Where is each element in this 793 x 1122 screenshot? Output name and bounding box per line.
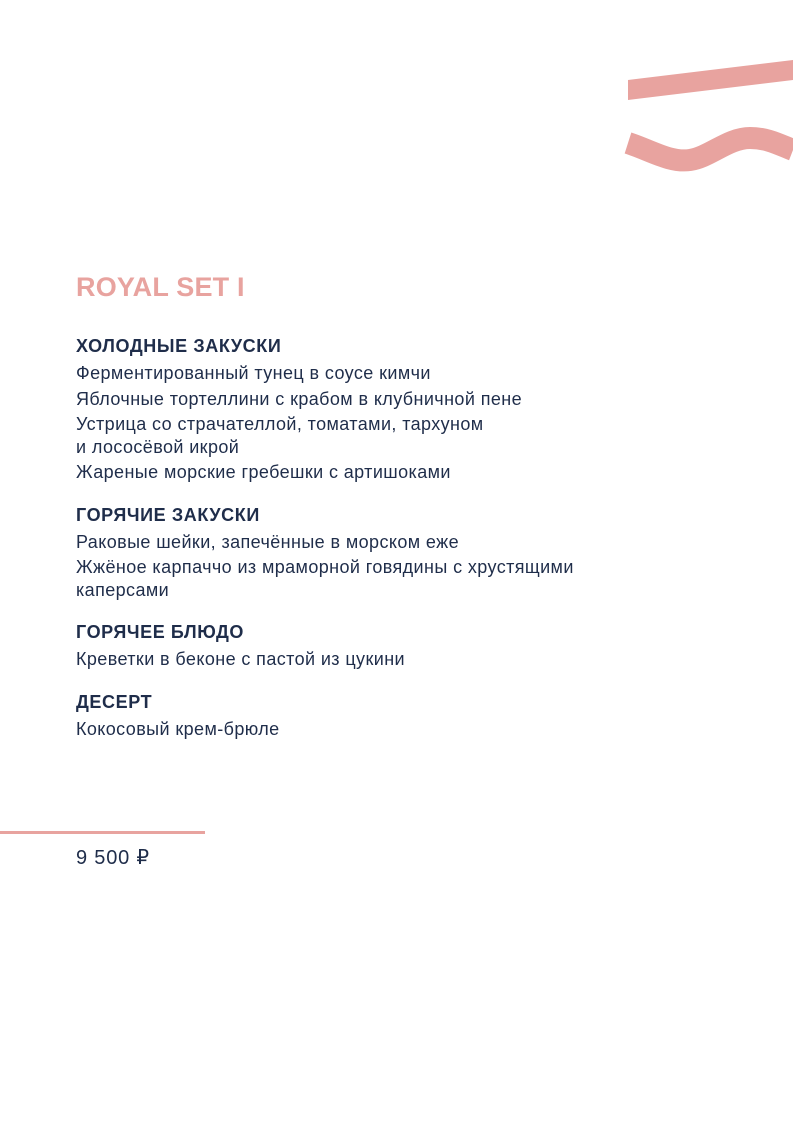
section-heading: ХОЛОДНЫЕ ЗАКУСКИ	[76, 336, 282, 356]
dish-item: Раковые шейки, запечённые в морском еже	[76, 531, 459, 552]
dish-item: Жжёное карпаччо из мраморной говядины с хрустящими каперсами	[76, 557, 574, 600]
price: 9 500 ₽	[76, 847, 150, 869]
section-heading: ГОРЯЧИЕ ЗАКУСКИ	[76, 504, 260, 525]
menu-section-hot-starters	[76, 502, 736, 602]
dish-item: Жареные морские гребешки с артишоками	[76, 462, 451, 482]
menu-title: ROYAL SET I	[76, 272, 245, 302]
decorative-stripe	[628, 60, 793, 100]
dish-item: Кокосовый крем-брюле	[76, 718, 280, 739]
menu-section-cold-starters	[76, 333, 736, 484]
section-heading: ДЕСЕРТ	[76, 691, 153, 712]
menu-sections	[76, 333, 736, 758]
decorative-wave	[628, 138, 793, 160]
decorative-shapes	[0, 0, 793, 200]
dish-item: Креветки в беконе с пастой из цукини	[76, 649, 405, 669]
price-divider	[0, 831, 205, 834]
dish-item: Яблочные тортеллини с крабом в клубничной пене	[76, 388, 523, 409]
section-heading: ГОРЯЧЕЕ БЛЮДО	[76, 622, 244, 642]
menu-section-dessert	[76, 689, 736, 741]
dish-item: Устрица со страчателлой, томатами, тархуном и лососёвой икрой	[76, 414, 484, 457]
dish-item: Ферментированный тунец в соусе кимчи	[76, 363, 431, 383]
menu-section-main-course	[76, 619, 736, 671]
